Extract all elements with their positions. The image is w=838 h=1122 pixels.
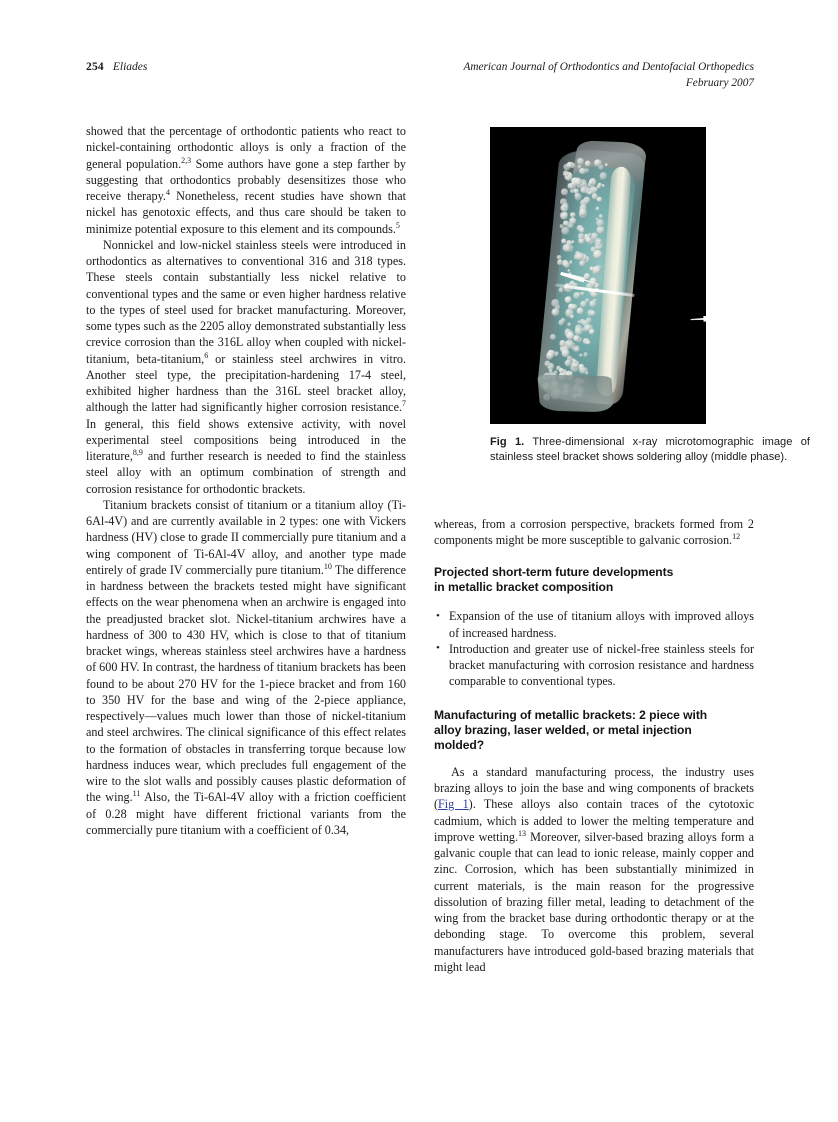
- mesh-particle: [574, 326, 583, 335]
- mesh-particle: [571, 304, 577, 310]
- mesh-particle: [586, 340, 591, 345]
- left-column: [86, 123, 406, 838]
- para-2-text-c: In general, this field shows extensive activity, with novel experimental steel compositions being introduced in the literature,: [86, 416, 406, 463]
- mesh-particle: [589, 300, 597, 308]
- citation-2-3: 2,3: [181, 155, 192, 165]
- running-head-left: [86, 60, 147, 74]
- spacer: [434, 690, 754, 708]
- mesh-particle: [558, 320, 564, 326]
- mesh-particle: [571, 240, 575, 244]
- right-paragraph-1: [434, 516, 754, 549]
- mesh-particle: [569, 217, 576, 224]
- citation-11: 11: [132, 789, 141, 799]
- para-3-text-c: Also, the Ti-6Al-4V alloy with a friction coefficient of 0.28 might have different frictional variants from the commercially pure titanium with a coefficient of 0.34,: [86, 790, 406, 837]
- running-head-author: Eliades: [112, 61, 148, 73]
- paragraph-1: [86, 123, 406, 237]
- bracket-bottom-cap: [537, 374, 614, 412]
- section-heading-projected-developments: [434, 565, 754, 596]
- para-1-text-a: showed that the percentage of orthodontic patients who react to nickel-containing orthodontic alloys is only a fraction of the general population.: [86, 124, 406, 171]
- annotation-arrow-right-icon: [690, 315, 706, 322]
- mesh-particle: [579, 261, 585, 267]
- issue-date: February 2007: [685, 76, 754, 89]
- mesh-particle: [596, 207, 600, 211]
- mesh-particle: [545, 351, 554, 360]
- running-head: [86, 60, 754, 104]
- mesh-particle: [585, 317, 592, 324]
- citation-4: 4: [165, 187, 170, 197]
- mesh-particle: [572, 291, 580, 299]
- mesh-particle: [597, 226, 605, 234]
- mesh-particle: [551, 308, 560, 317]
- citation-13: 13: [518, 828, 527, 838]
- mesh-particle: [596, 219, 605, 228]
- bracket-render: [529, 136, 667, 417]
- mesh-particle: [583, 323, 591, 331]
- heading-1-line-1: Projected short-term future developments: [434, 564, 674, 579]
- figure-1-image: [490, 127, 706, 424]
- mesh-particle: [601, 184, 604, 187]
- page-number: 254: [86, 61, 104, 73]
- paragraph-2: [86, 237, 406, 497]
- citation-12: 12: [732, 532, 741, 542]
- right-paragraph-2: [434, 764, 754, 975]
- spacer: [434, 549, 754, 565]
- mesh-particle: [567, 323, 571, 327]
- right-para-2-text-b: ). These alloys also contain traces of the cytotoxic cadmium, which is added to lower the melting temperature and improve wetting.: [434, 797, 754, 844]
- citation-5: 5: [395, 220, 400, 230]
- mesh-particle: [584, 160, 590, 166]
- mesh-particle: [579, 353, 583, 357]
- mesh-particle: [570, 314, 575, 319]
- mesh-particle: [593, 249, 602, 258]
- mesh-particle: [569, 260, 573, 264]
- mesh-particle: [597, 182, 601, 186]
- mesh-particle: [599, 172, 607, 180]
- mesh-particle: [588, 180, 593, 185]
- para-3-text-b: The difference in hardness between the brackets tested might have significant effects on the wear phenomena when an archwire is engaged into the preadjusted bracket slot. Nickel-titanium archwires have a hardness of 300 to 430 HV, which is close to that of titanium bracket wings, whereas stainless steel archwires have a hardness of 600 HV. In contrast, the hardness of titanium brackets has been found to be about 270 HV for the 1-piece bracket and from 160 to 350 HV for the base and wing of the 2-piece appliance, respectively—values much lower than those of nickel-titanium and steel archwires. The clinical significance of this effect relates to the formation of obstacles in transferring torque because low hardness induces wear, which precludes full engagement of the wire to the slot walls and possibly causes plastic deformation of the wing.: [86, 562, 407, 805]
- mesh-particle: [550, 334, 556, 340]
- mesh-particle: [557, 255, 562, 260]
- right-para-1-text: whereas, from a corrosion perspective, brackets formed from 2 components might be more susceptible to galvanic corrosion.: [434, 517, 754, 548]
- spacer: [434, 595, 754, 608]
- right-column: [434, 516, 754, 975]
- mesh-particle: [580, 300, 588, 308]
- mesh-particle: [566, 161, 573, 168]
- figure-1-caption: [490, 435, 810, 464]
- citation-10: 10: [323, 561, 332, 571]
- section-heading-manufacturing: [434, 708, 754, 754]
- mesh-particle: [564, 295, 572, 303]
- mesh-particle: [574, 193, 582, 201]
- mesh-particle: [567, 183, 573, 189]
- mesh-particle: [563, 202, 570, 209]
- right-para-2-text-c: Moreover, silver-based brazing alloys form a galvanic couple that can lead to ionic release, mainly copper and zinc. Corrosion, which has been substantially minimized in current materials, is the main reason for the progressive dissolution of brazing filler metal, leading to detachment of the wing from the bracket base during orthodontic therapy or at the debonding stage. To overcome this problem, several manufacturers have introduced gold-based brazing materials that might lead: [434, 829, 755, 974]
- mesh-particle: [585, 237, 592, 244]
- spacer: [434, 754, 754, 764]
- mesh-particle: [580, 292, 584, 296]
- mesh-particle: [558, 367, 564, 373]
- list-item: • Expansion of the use of titanium alloys with improved alloys of increased hardness.: [434, 608, 754, 641]
- journal-title: American Journal of Orthodontics and Dentofacial Orthopedics: [463, 61, 754, 73]
- mesh-particle: [579, 227, 585, 233]
- citation-6: 6: [204, 350, 209, 360]
- heading-1-line-2: in metallic bracket composition: [434, 579, 614, 594]
- mesh-particle: [593, 266, 601, 274]
- para-1-text-b: Some authors have gone a step farther by suggesting that orthodontics probably desensitizes those who receive therapy.: [86, 156, 406, 203]
- figure-label: Fig 1.: [490, 436, 525, 448]
- heading-2-line-2: alloy brazing, laser welded, or metal injection: [434, 722, 692, 737]
- heading-2-line-1: Manufacturing of metallic brackets: 2 piece with: [434, 707, 708, 722]
- paragraph-3: [86, 497, 406, 838]
- para-2-text-d: and further research is needed to find the stainless steel alloy with an optimum combination of strength and corrosion resistance for orthodontic brackets.: [86, 449, 406, 496]
- mesh-particle: [604, 163, 608, 167]
- mesh-particle: [597, 240, 601, 244]
- mesh-particle: [588, 232, 592, 236]
- mesh-particle: [590, 310, 596, 316]
- running-head-right: [463, 60, 754, 91]
- mesh-particle: [561, 188, 568, 195]
- future-developments-list: [434, 608, 754, 689]
- list-item: • Introduction and greater use of nickel-free stainless steels for bracket manufacturing with corrosion resistance and hardness comparable to conventional types.: [434, 641, 754, 690]
- heading-2-line-3: molded?: [434, 738, 485, 753]
- mesh-particle: [583, 196, 591, 204]
- para-1-text-c: Nonetheless, recent studies have shown that nickel has genotoxic effects, and thus care should be taken to minimize potential exposure to this element and its compounds.: [86, 189, 406, 236]
- figure-1-crossref-link[interactable]: Fig 1: [438, 797, 469, 812]
- mesh-particle: [573, 359, 577, 363]
- figure-1: [490, 127, 810, 463]
- mesh-particle: [577, 307, 584, 314]
- para-3-text-a: Titanium brackets consist of titanium or a titanium alloy (Ti-6Al-4V) and are currently available in 2 types: one with Vickers hardness (HV) close to grade II commercially pure titanium and a wing component of Ti-6Al-4V alloy, and another type made entirely of grade IV commercially pure titanium.: [86, 497, 406, 577]
- mesh-particle: [583, 352, 588, 357]
- right-para-2-text-a: As a standard manufacturing process, the industry uses brazing alloys to join the base and wing components of brackets (: [434, 764, 754, 812]
- citation-7: 7: [402, 399, 406, 409]
- citation-8-9: 8,9: [132, 447, 143, 457]
- para-2-text-a: Nonnickel and low-nickel stainless steels were introduced in orthodontics as alternatives to conventional 316 and 318 types. These steels contain substantially less nickel relative to conventional types and the same or even higher hardness relative to the types of steel used for bracket manufacturing. Moreover, some types such as the 2205 alloy demonstrated substantially less crevice corrosion than the 316L alloy when coupled with nickel-titanium, beta-titanium,: [86, 237, 406, 366]
- figure-caption-text: Three-dimensional x-ray microtomographic image of stainless steel bracket shows soldering alloy (middle phase).: [490, 436, 810, 463]
- mesh-particle: [565, 340, 573, 348]
- para-2-text-b: or stainless steel archwires in vitro. Another steel type, the precipitation-hardening 17-4 steel, exhibited higher hardness than the 316L steel bracket alloy, although the latter had significantly higher corrosion resistance.: [86, 351, 406, 415]
